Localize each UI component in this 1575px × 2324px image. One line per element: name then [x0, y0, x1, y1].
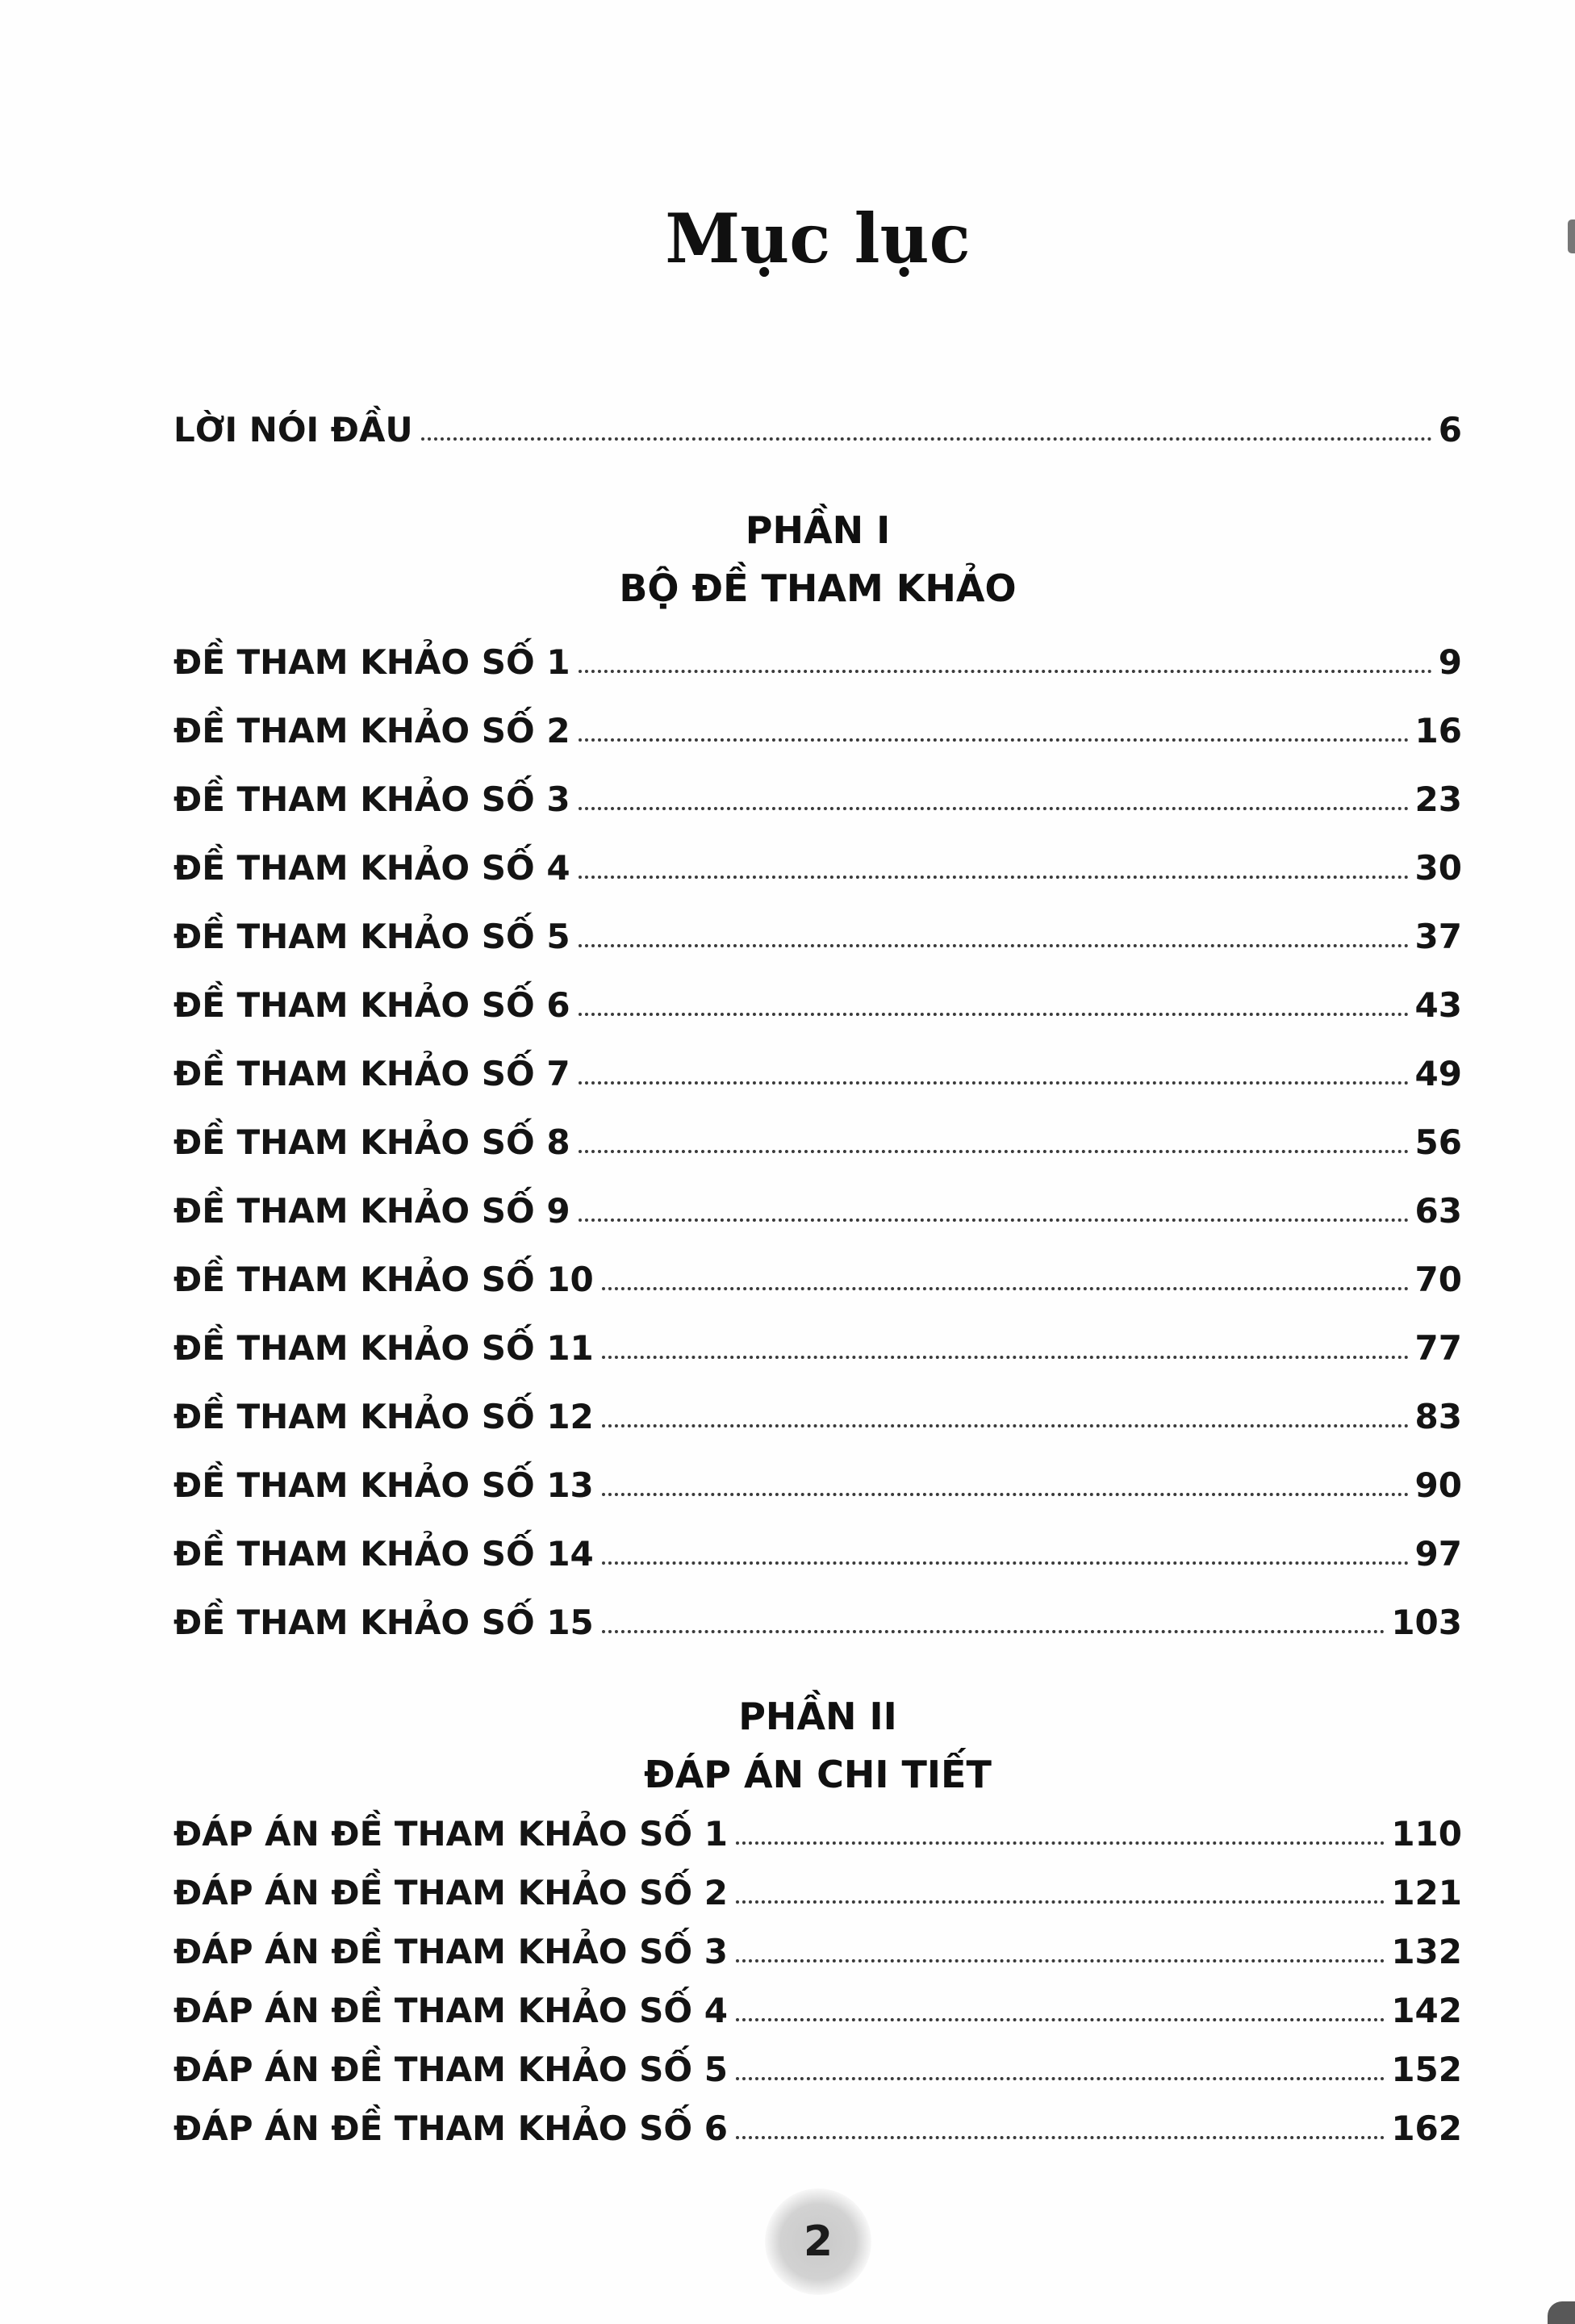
toc-row — [173, 642, 1462, 683]
toc-row — [173, 848, 1462, 888]
toc-entry-page: 49 — [1414, 1054, 1462, 1094]
toc-row — [173, 2109, 1462, 2149]
toc-entry-page: 90 — [1414, 1465, 1462, 1506]
toc-entry-page: 43 — [1414, 985, 1462, 1026]
toc-row — [173, 1932, 1462, 1972]
toc-entry-page: 37 — [1414, 917, 1462, 957]
toc-row — [173, 711, 1462, 751]
toc-entry-label: ĐÁP ÁN ĐỀ THAM KHẢO SỐ 5 — [173, 2050, 728, 2090]
toc-row — [173, 1991, 1462, 2031]
toc-entry-label: ĐỀ THAM KHẢO SỐ 5 — [173, 917, 570, 957]
toc-entry-page: 9 — [1438, 642, 1462, 683]
dot-leader — [602, 1424, 1409, 1427]
toc-entry-page: 56 — [1414, 1122, 1462, 1163]
toc-entry-label: ĐÁP ÁN ĐỀ THAM KHẢO SỐ 4 — [173, 1991, 728, 2031]
toc-row — [173, 1260, 1462, 1300]
toc-entry-label: ĐỀ THAM KHẢO SỐ 13 — [173, 1465, 594, 1506]
toc-entry-page: 132 — [1391, 1932, 1462, 1972]
section-subtitle: ĐÁP ÁN CHI TIẾT — [644, 1753, 992, 1797]
section-title: PHẦN II — [738, 1695, 897, 1739]
toc-entry-label: ĐÁP ÁN ĐỀ THAM KHẢO SỐ 1 — [173, 1814, 728, 1854]
dot-leader — [602, 1630, 1385, 1633]
toc-entry-label: ĐỀ THAM KHẢO SỐ 7 — [173, 1054, 570, 1094]
dot-leader — [736, 1900, 1385, 1904]
toc-entry-label: ĐỀ THAM KHẢO SỐ 2 — [173, 711, 570, 751]
dot-leader — [736, 1959, 1385, 1962]
dot-leader — [579, 670, 1432, 673]
toc-entry-label: ĐÁP ÁN ĐỀ THAM KHẢO SỐ 6 — [173, 2109, 728, 2149]
dot-leader — [736, 1841, 1385, 1845]
toc-entry-label: ĐỀ THAM KHẢO SỐ 14 — [173, 1534, 594, 1574]
dot-leader — [579, 807, 1409, 810]
toc-row — [173, 1191, 1462, 1231]
page-number: 2 — [803, 2217, 833, 2266]
dot-leader — [602, 1356, 1409, 1359]
page-title: Mục lục — [665, 199, 971, 278]
section-heading-part2 — [173, 1695, 1462, 1797]
dot-leader — [579, 1081, 1409, 1085]
dot-leader — [736, 2136, 1385, 2139]
section-title: PHẦN I — [745, 508, 891, 553]
toc-row — [173, 1814, 1462, 1854]
dot-leader — [421, 437, 1432, 441]
toc-row — [173, 1873, 1462, 1913]
toc-entry-label: ĐỀ THAM KHẢO SỐ 6 — [173, 985, 570, 1026]
dot-leader — [736, 2077, 1385, 2080]
scan-artifact — [1568, 219, 1575, 253]
toc-entry-page: 70 — [1414, 1260, 1462, 1300]
toc-entry-page: 23 — [1414, 780, 1462, 820]
toc-entry-label: ĐỀ THAM KHẢO SỐ 12 — [173, 1397, 594, 1437]
dot-leader — [579, 1013, 1409, 1016]
toc-entry-label: ĐÁP ÁN ĐỀ THAM KHẢO SỐ 2 — [173, 1873, 728, 1913]
toc-row — [173, 1465, 1462, 1506]
toc-entry-page: 6 — [1438, 410, 1462, 450]
toc-entry-label: ĐỀ THAM KHẢO SỐ 10 — [173, 1260, 594, 1300]
dot-leader — [579, 944, 1409, 947]
dot-leader — [579, 738, 1409, 742]
section-heading-part1 — [173, 508, 1462, 611]
toc-entry-page: 77 — [1414, 1328, 1462, 1369]
toc-entry-label: ĐỀ THAM KHẢO SỐ 9 — [173, 1191, 570, 1231]
scan-artifact — [1548, 2301, 1575, 2324]
toc-entry-label: ĐỀ THAM KHẢO SỐ 8 — [173, 1122, 570, 1163]
toc-entry-label: ĐỀ THAM KHẢO SỐ 11 — [173, 1328, 594, 1369]
page-number-badge — [765, 2188, 871, 2295]
toc-row — [173, 1054, 1462, 1094]
toc-entry-page: 16 — [1414, 711, 1462, 751]
toc-entry-label: ĐỀ THAM KHẢO SỐ 15 — [173, 1603, 594, 1643]
dot-leader — [579, 876, 1409, 879]
toc-entry-label: LỜI NÓI ĐẦU — [173, 410, 413, 450]
toc-row — [173, 1534, 1462, 1574]
toc-entry-page: 121 — [1391, 1873, 1462, 1913]
toc-entry-page: 63 — [1414, 1191, 1462, 1231]
dot-leader — [579, 1150, 1409, 1153]
toc-row — [173, 780, 1462, 820]
toc-entry-label: ĐỀ THAM KHẢO SỐ 3 — [173, 780, 570, 820]
dot-leader — [579, 1218, 1409, 1222]
dot-leader — [602, 1493, 1409, 1496]
toc-row — [173, 1328, 1462, 1369]
toc-entry-label: ĐÁP ÁN ĐỀ THAM KHẢO SỐ 3 — [173, 1932, 728, 1972]
toc-entry-label: ĐỀ THAM KHẢO SỐ 4 — [173, 848, 570, 888]
toc-entry-page: 110 — [1391, 1814, 1462, 1854]
toc-row — [173, 917, 1462, 957]
dot-leader — [602, 1287, 1409, 1290]
section-subtitle: BỘ ĐỀ THAM KHẢO — [619, 566, 1017, 611]
toc-entry-page: 142 — [1391, 1991, 1462, 2031]
toc-row — [173, 2050, 1462, 2090]
toc-entry-page: 103 — [1391, 1603, 1462, 1643]
toc-list-part1 — [173, 642, 1462, 1643]
toc-row — [173, 985, 1462, 1026]
toc-row — [173, 410, 1462, 450]
toc-row — [173, 1603, 1462, 1643]
dot-leader — [602, 1561, 1409, 1565]
toc-entry-page: 83 — [1414, 1397, 1462, 1437]
toc-entry-page: 162 — [1391, 2109, 1462, 2149]
dot-leader — [736, 2018, 1385, 2021]
toc-entry-page: 30 — [1414, 848, 1462, 888]
toc-row — [173, 1397, 1462, 1437]
toc-entry-page: 97 — [1414, 1534, 1462, 1574]
toc-list-part2 — [173, 1814, 1462, 2149]
toc-row — [173, 1122, 1462, 1163]
toc-entry-label: ĐỀ THAM KHẢO SỐ 1 — [173, 642, 570, 683]
toc-entry-page: 152 — [1391, 2050, 1462, 2090]
